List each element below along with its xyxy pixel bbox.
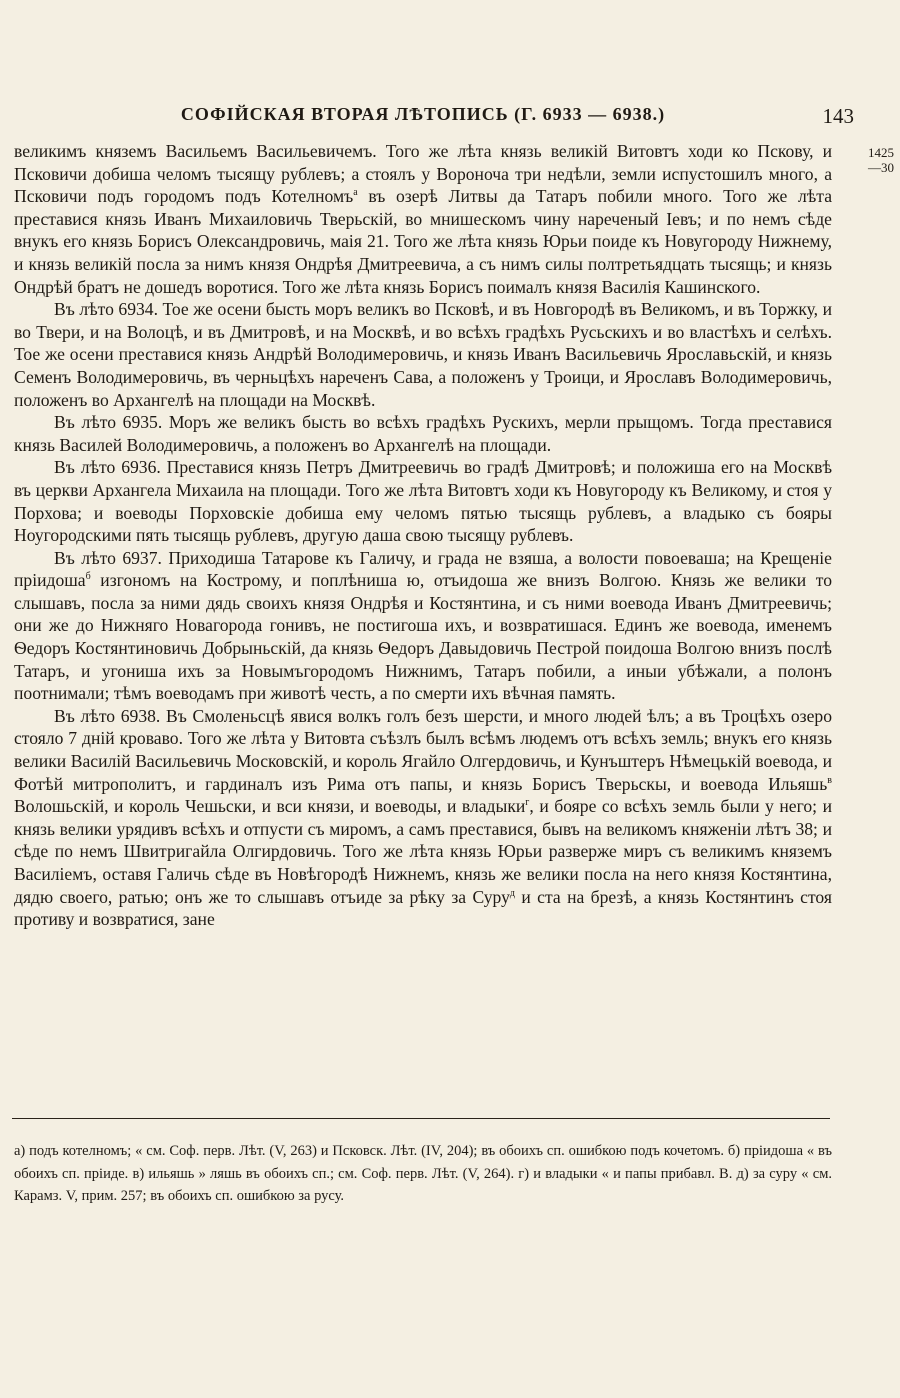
- footnote-ref-g: г: [525, 797, 530, 809]
- running-header: СОФІЙСКАЯ ВТОРАЯ ЛѢТОПИСЬ (Г. 6933 — 6938.): [180, 104, 666, 124]
- paragraph-1-part-b: въ озерѣ Литвы да Татаръ побили много. Того же лѣта преставися князь Иванъ Михаиловичь Тверьскій, во мнишескомъ чину нареченый Іевъ; и по немъ сѣде внукъ его князь Борисъ Олександровичь, маія 21. Того же лѣта князь Юрьи поиде къ Новугороду Нижнему, и князь великій посла за нимъ князя Ондрѣя Дмитреевича, а съ нимъ силы полтретьядцать тысящь; и князь Ондрѣй братъ не дошедъ воротися. Того же лѣта князь Борисъ поималъ князя Василія Кашинского.: [14, 186, 833, 297]
- paragraph-6938-part-c: , и бояре со всѣхъ земль были у него; и князь велики урядивъ всѣхъ и отпусти съ миромъ, а самъ преставися, бывъ на великомъ княженіи лѣтъ 38; и сѣде по немъ Швитригайла Олгирдовичь. Того же лѣта князь Юрьи разверже миръ съ великимъ княземъ Василіемъ, оставя Галичь сѣде въ Новѣгородѣ Нижнемъ, князь же велики посла на него князя Костянтина, дядю своего, ратью; онъ же то слышавъ отъиде за рѣку за Суру: [14, 796, 832, 907]
- page-number: 143: [822, 104, 854, 128]
- footnote-ref-a: а: [353, 187, 358, 199]
- paragraph-6937: [14, 547, 832, 705]
- paragraph-6935: Въ лѣто 6935. Моръ же великъ бысть во всѣхъ градѣхъ Рускихъ, мерли прыщомъ. Тогда преставися князь Василей Володимеровичь, а положенъ во Архангелѣ на площади.: [14, 412, 832, 455]
- paragraph-1-part-a: великимъ княземъ Васильемъ Васильевичемъ. Того же лѣта князь великій Витовтъ ходи ко Пскову, и Псковичи добиша челомъ тысящу рублевъ; а стоялъ у Вороноча три недѣли, земли испустошилъ много, а Псковичи подъ городомъ подъ Котелномъ: [14, 141, 832, 207]
- footnote-ref-v: в: [827, 774, 832, 786]
- paragraph-6936: Въ лѣто 6936. Преставися князь Петръ Дмитреевичь во градѣ Дмитровѣ; и положиша его на Москвѣ въ церкви Архангела Михаила на площади. Того же лѣта Витовтъ ходи къ Новугороду къ Великому, и стоя у Порхова; и воеводы Порховскіе добиша ему челомъ пятью тысящь рублевъ, а владыко съ бояры Ноугородскими пять тысящь рублевъ, другую даша свою тысящу рублевъ.: [14, 457, 832, 546]
- paragraph-6938: [14, 705, 832, 931]
- paragraph-6937-part-b: изгономъ на Кострому, и поплѣниша ю, отъидоша же внизъ Волгою. Князь же велики то слышавъ, посла за ними дядь своихъ князя Ондрѣя и Костянтина, и съ ними воевода Иванъ Дмитреевичь; они же до Нижняго Новагорода гонивъ, не постигоша ихъ, и возвратишася. Единъ же воевода, именемъ Ѳедоръ Костянтиновичь Добрыньскій, да князь Ѳедоръ Давыдовичь Пестрой поидоша Волгою внизъ послѣ Татаръ, и угониша ихъ за Новымъгородомъ Нижнимъ, Татаръ побили, а иныи убѣжали, а полонъ поотнимали; тѣмъ воеводамъ при животѣ честь, а по смерти ихъ вѣчная память.: [14, 570, 832, 704]
- body-text: [14, 140, 832, 931]
- paragraph-6938-part-a: Въ лѣто 6938. Въ Смоленьсцѣ явися волкъ голъ безъ шерсти, и много людей ѣлъ; а въ Троцѣхъ озеро стояло 7 днiй кроваво. Того же лѣта у Витовта съѣзлъ былъ всѣмъ людемъ отъ всѣхъ земль; внукъ его князь велики Василій Васильевичь Московскій, и король Ягайло Олгердовичь, и Кунъштеръ Нѣмецькій воевода, и Фотѣй митрополитъ, и гардиналъ изъ Рима отъ папы, и князь Борисъ Тверьскы, и воевода Ильяшь: [14, 705, 832, 794]
- paragraph-1: [14, 140, 832, 298]
- margin-year-bottom: —30: [868, 160, 894, 175]
- paragraph-6938-part-b: Волошьскій, и король Чешьски, и вси князи, и воеводы, и владыки: [14, 796, 526, 817]
- footnotes: а) подъ котелномъ; « см. Соф. перв. Лѣт. (V, 263) и Псковск. Лѣт. (IV, 204); въ обоихъ сп. ошибкою подъ кочетомъ. б) пріидоша « въ обоихъ сп. пріиде. в) ильяшь » ляшь въ обоихъ сп.; см. Соф. перв. Лѣт. (V, 264). г) и владыки « и папы прибавл. В. д) за суру « см. Карамз. V, прим. 257; въ обоихъ сп. ошибкою за русу.: [14, 1143, 832, 1204]
- footnote-ref-b: б: [85, 571, 91, 583]
- paragraph-6937-part-a: Въ лѣто 6937. Приходиша Татарове къ Галичу, и града не взяша, а волости повоеваша; на Крещеніе пріидоша: [14, 547, 832, 591]
- margin-year-note: [836, 145, 894, 175]
- paragraph-6934: Въ лѣто 6934. Тое же осени бысть моръ великъ во Псковѣ, и въ Новгородѣ въ Великомъ, и въ Торжку, и во Твери, и на Волоцѣ, и въ Дмитровѣ, и на Москвѣ, и во всѣхъ градѣхъ Русьскихъ и во властѣхъ и селѣхъ. Тое же осени преставися князь Андрѣй Володимеровичь, и князь Иванъ Васильевичь Ярославьскій, и князь Семенъ Володимеровичь, въ черньцѣхъ нареченъ Сава, а положенъ у Троици, и Ярославъ Володимеровичь, положенъ во Архангелѣ на площади на Москвѣ.: [14, 299, 832, 410]
- paragraph-6938-part-d: и ста на брезѣ, а князь Костянтинъ стоя противу и возвратися, зане: [14, 886, 832, 930]
- footnote-divider: [12, 1118, 830, 1119]
- margin-year-top: 1425: [868, 145, 894, 160]
- footnote-ref-d: д: [509, 887, 516, 899]
